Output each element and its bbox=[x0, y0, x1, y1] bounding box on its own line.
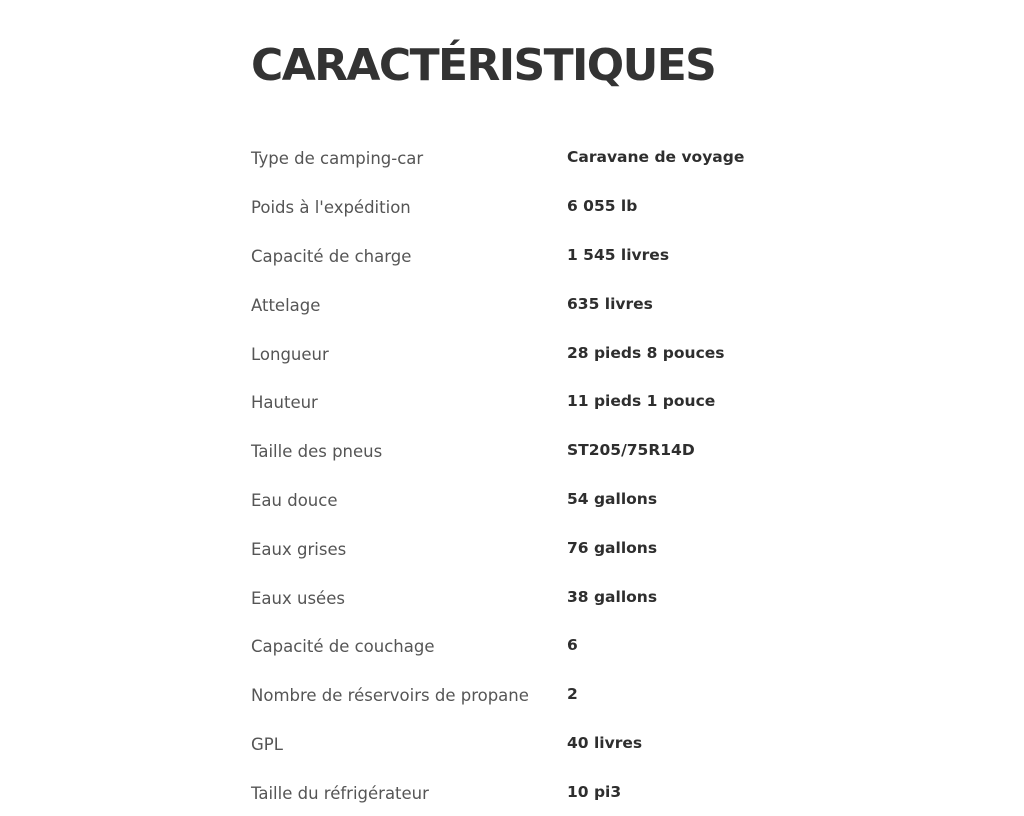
spec-label: Poids à l'expédition bbox=[251, 198, 411, 218]
spec-value: 635 livres bbox=[567, 294, 653, 313]
spec-row-hitch-weight bbox=[251, 279, 871, 328]
spec-row-fresh-water bbox=[251, 475, 871, 524]
spec-value: 76 gallons bbox=[567, 538, 658, 557]
spec-row-refrigerator-size bbox=[251, 767, 871, 816]
spec-value: 6 055 lb bbox=[567, 197, 638, 216]
spec-row-height bbox=[251, 377, 871, 426]
spec-row-tire-size bbox=[251, 426, 871, 475]
spec-label: Eaux usées bbox=[251, 588, 345, 608]
spec-label: Capacité de charge bbox=[251, 246, 412, 266]
spec-row-grey-water bbox=[251, 523, 871, 572]
spec-label: GPL bbox=[251, 734, 283, 754]
spec-label: Capacité de couchage bbox=[251, 637, 435, 657]
spec-row-sleeping-capacity bbox=[251, 621, 871, 670]
spec-label: Taille du réfrigérateur bbox=[251, 783, 429, 803]
spec-label: Type de camping-car bbox=[251, 149, 424, 169]
spec-value: 54 gallons bbox=[567, 489, 658, 508]
spec-value: 28 pieds 8 pouces bbox=[567, 343, 725, 362]
spec-value: 2 bbox=[567, 685, 578, 704]
spec-label: Hauteur bbox=[251, 393, 318, 413]
spec-value: Caravane de voyage bbox=[567, 148, 745, 167]
spec-label: Eau douce bbox=[251, 490, 338, 510]
spec-row-black-water bbox=[251, 572, 871, 621]
spec-label: Taille des pneus bbox=[251, 442, 383, 462]
specifications-table bbox=[251, 133, 871, 816]
spec-row-type bbox=[251, 133, 871, 182]
spec-row-length bbox=[251, 328, 871, 377]
spec-label: Nombre de réservoirs de propane bbox=[251, 686, 529, 706]
spec-value: 11 pieds 1 pouce bbox=[567, 392, 716, 411]
spec-row-lpg bbox=[251, 719, 871, 768]
spec-row-cargo-capacity bbox=[251, 231, 871, 280]
section-title: CARACTÉRISTIQUES bbox=[251, 40, 716, 91]
spec-label: Eaux grises bbox=[251, 539, 347, 559]
spec-label: Longueur bbox=[251, 344, 329, 364]
spec-row-shipping-weight bbox=[251, 182, 871, 231]
spec-row-propane-tanks bbox=[251, 670, 871, 719]
spec-value: 1 545 livres bbox=[567, 245, 670, 264]
spec-value: 10 pi3 bbox=[567, 782, 622, 801]
spec-value: 38 gallons bbox=[567, 587, 658, 606]
spec-value: ST205/75R14D bbox=[567, 441, 695, 460]
spec-label: Attelage bbox=[251, 295, 321, 315]
spec-value: 6 bbox=[567, 636, 578, 655]
spec-value: 40 livres bbox=[567, 733, 643, 752]
